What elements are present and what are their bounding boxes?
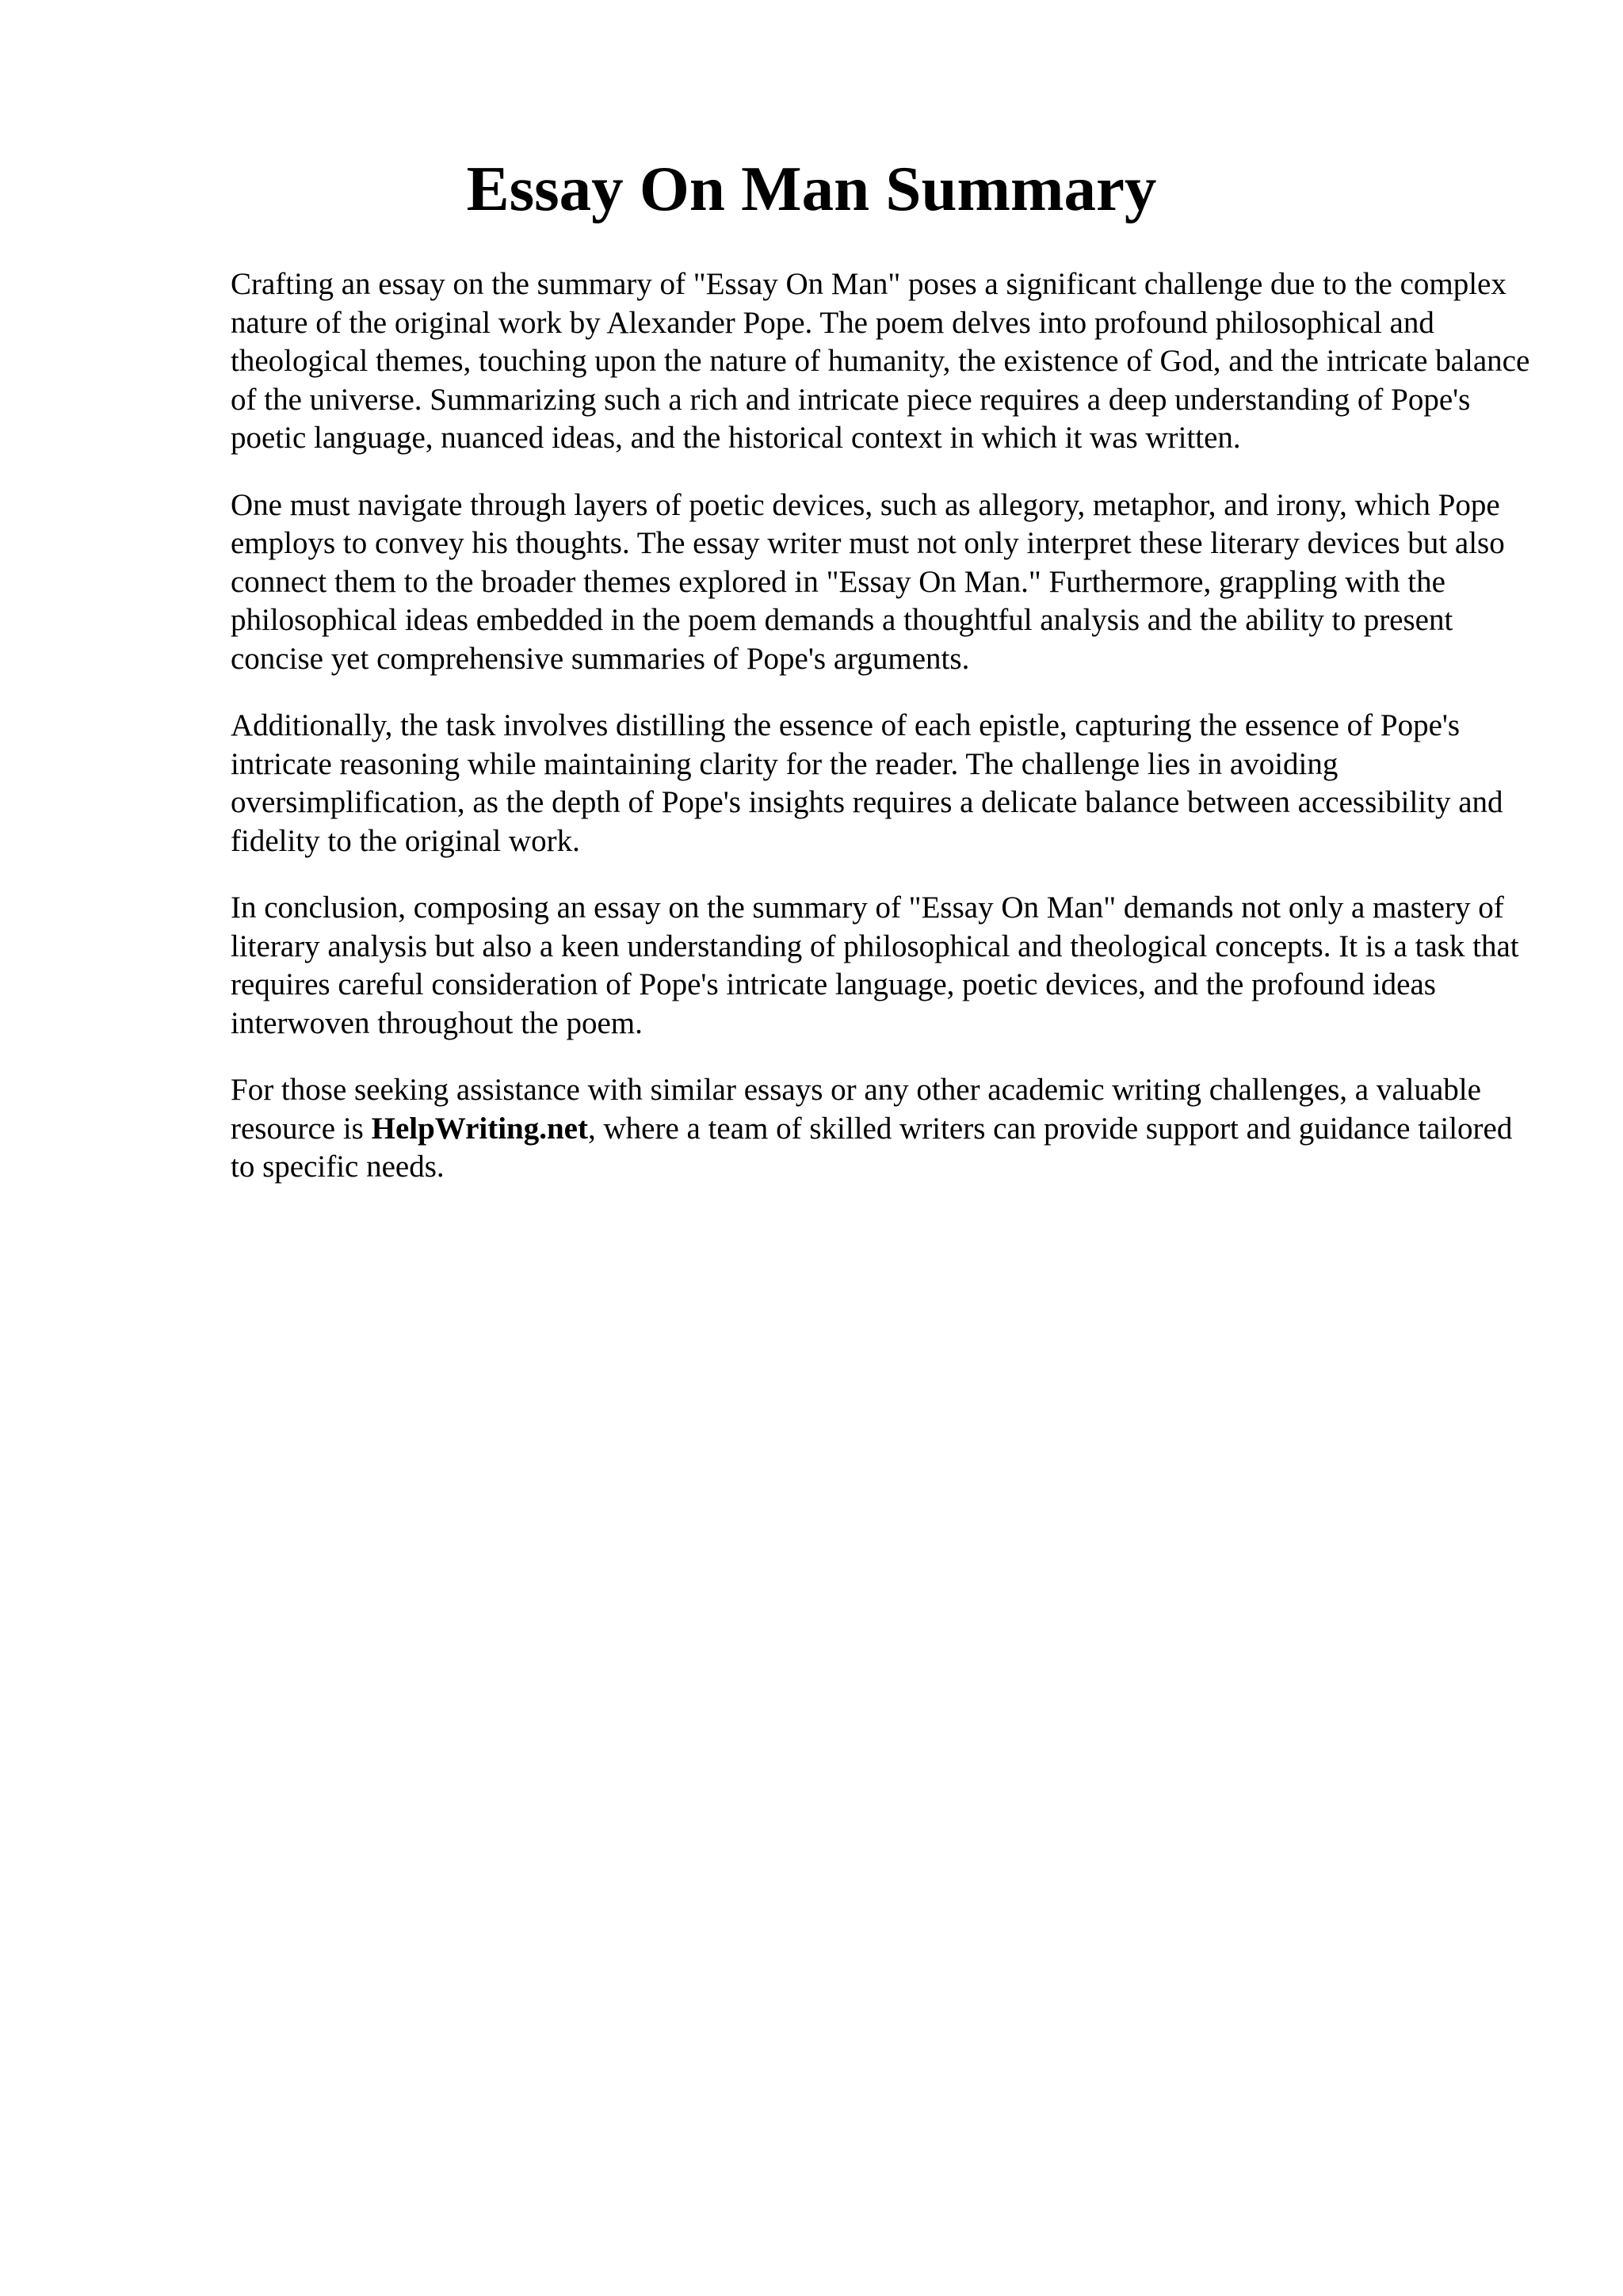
- paragraph-resource: [231, 1071, 1530, 1187]
- resource-brand-name: HelpWriting.net: [371, 1111, 588, 1146]
- document-title: Essay On Man Summary: [466, 153, 1157, 224]
- paragraph-poetic-devices: One must navigate through layers of poetic devices, such as allegory, metaphor, and irony, which Pope employs to convey his thoughts. The essay writer must not only interpret these literary devices but also connect them to the broader themes explored in "Essay On Man." Furthermore, grappling with the philosophical ideas embedded in the poem demands a thoughtful analysis and the ability to present concise yet comprehensive summaries of Pope's arguments.: [231, 487, 1505, 676]
- paragraph-conclusion: In conclusion, composing an essay on the summary of "Essay On Man" demands not only a mastery of literary analysis but also a keen understanding of philosophical and theological concepts. It is a task that requires careful consideration of Pope's intricate language, poetic devices, and the profound ideas interwoven throughout the poem.: [231, 891, 1519, 1040]
- paragraph-epistles: Additionally, the task involves distilling the essence of each epistle, capturing the essence of Pope's intricate reasoning while maintaining clarity for the reader. The challenge lies in avoiding oversimplification, as the depth of Pope's insights requires a delicate balance between accessibility and fidelity to the original work.: [231, 708, 1503, 858]
- document-body: [231, 265, 1530, 1215]
- resource-text-before: For those seeking assistance with similar essays or any other academic writing challenges, a valuable resource is: [231, 1073, 1481, 1146]
- resource-text-after: , where a team of skilled writers can provide support and guidance tailored to specific needs.: [231, 1111, 1513, 1184]
- paragraph-intro: Crafting an essay on the summary of "Essay On Man" poses a significant challenge due to the complex nature of the original work by Alexander Pope. The poem delves into profound philosophical and theological themes, touching upon the nature of humanity, the existence of God, and the intricate balance of the universe. Summarizing such a rich and intricate piece requires a deep understanding of Pope's poetic language, nuanced ideas, and the historical context in which it was written.: [231, 267, 1530, 455]
